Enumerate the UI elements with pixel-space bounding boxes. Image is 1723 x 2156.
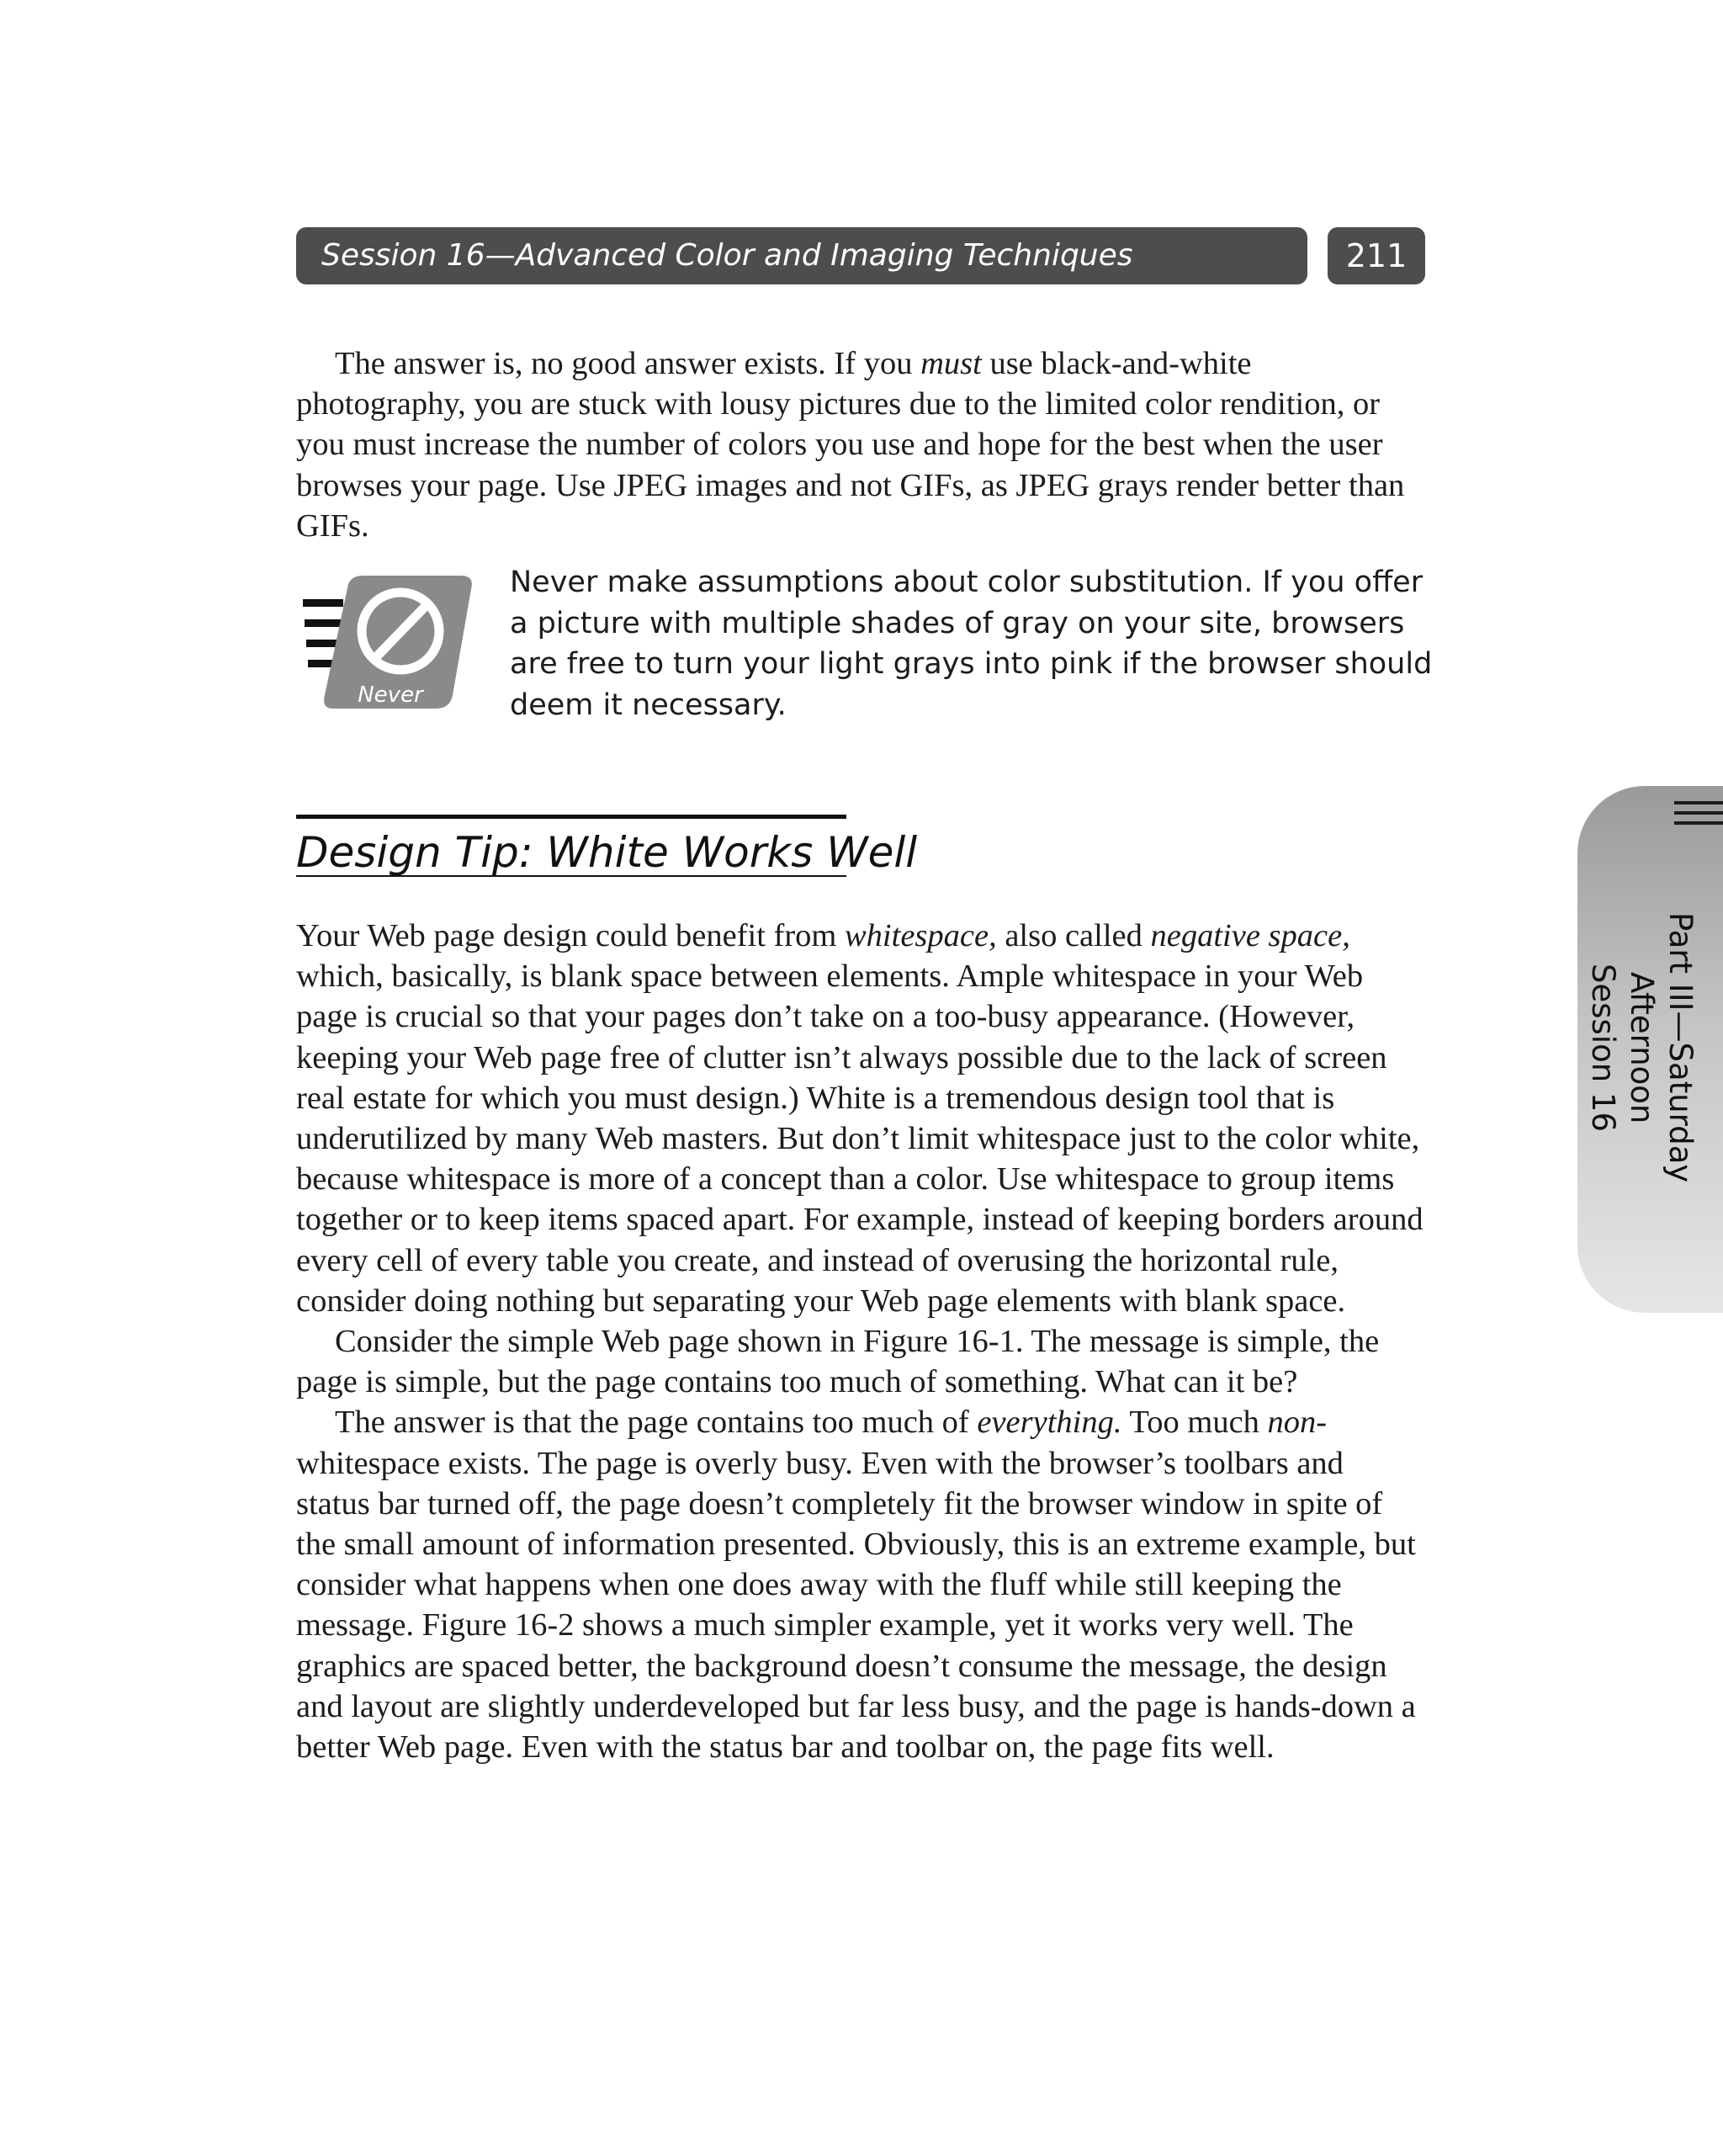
icon-label: Never	[358, 682, 423, 708]
body-p3-emphasis-1: everything.	[977, 1405, 1122, 1441]
never-note-text: Never make assumptions about color substitution. If you offer a picture with multiple shades of gray on your site, browsers are free to turn your light grays into pink if the browser should deem it necessary.	[510, 566, 1433, 722]
tab-line	[1674, 801, 1723, 805]
tab-line	[1674, 821, 1723, 825]
body-p1-emphasis-1: whitespace,	[845, 918, 997, 953]
speed-line	[305, 619, 342, 627]
body-p3-text-3: whitespace exists. The page is overly busy. Even with the browser’s toolbars and status bar turned off, the page doesn’t completely fit the browser window in spite of the small amount of information presented. Obviously, this is an extreme example, but consider what happens when one does away with the fluff while still keeping the message. Figure 16-2 shows a much simpler example, yet it works very well. The graphics are spaced better, the background doesn’t consume the message, the design and layout are slightly underdeveloped but far less busy, and the page is hands-down a better Web page. Even with the status bar and toolbar on, the page fits well.	[296, 1445, 1416, 1766]
body-p3-text-2: Too much	[1121, 1405, 1268, 1441]
intro-emphasis: must	[920, 346, 982, 381]
body-p1-text-3: which, basically, is blank space between elements. Ample whitespace in your Web page is crucial so that your pages don’t take on a too-busy appearance. (However, keeping your Web page free of clutter isn’t always possible due to the lack of screen real estate for which you must design.) White is a tremendous design tool that is underutilized by many Web masters. But don’t limit whitespace just to the color white, because whitespace is more of a concept than a color. Use whitespace to group items together or to keep items spaced apart. For example, instead of keeping borders around every cell of every table you create, and instead of overusing the horizontal rule, consider doing nothing but separating your Web page elements with blank space.	[296, 959, 1423, 1319]
body-paragraph-3	[296, 1402, 1425, 1767]
side-tab-label	[1583, 842, 1699, 1254]
speed-line	[306, 640, 340, 647]
body-paragraph-2: Consider the simple Web page shown in Figure 16-1. The message is simple, the page is simple, but the page contains too much of something. What can it be?	[296, 1324, 1380, 1400]
intro-paragraph	[296, 343, 1425, 546]
intro-text-2: use black-and-white photography, you are stuck with lousy pictures due to the limited color rendition, or you must increase the number of colors you use and hope for the best when the user browses your page. Use JPEG images and not GIFs, as JPEG grays render better than GIFs.	[296, 346, 1405, 544]
tab-lines	[1674, 801, 1723, 831]
body-paragraph-1	[296, 916, 1425, 1321]
body-text	[296, 916, 1425, 1767]
section-heading: Design Tip: White Works Well	[296, 815, 846, 877]
never-icon	[296, 569, 481, 720]
intro-text-1: The answer is, no good answer exists. If you	[335, 346, 921, 381]
tab-line	[1674, 811, 1723, 815]
body-p1-text-2: also called	[996, 918, 1151, 953]
side-tab-part: Part III—Saturday Afternoon	[1624, 912, 1699, 1183]
running-header: Session 16—Advanced Color and Imaging Techniques	[296, 227, 1307, 284]
body-p3-text-1: The answer is that the page contains too much of	[335, 1405, 978, 1441]
body-p1-emphasis-2: negative space,	[1150, 918, 1350, 953]
page-number: 211	[1328, 227, 1425, 284]
body-p1-text-1: Your Web page design could benefit from	[296, 918, 845, 953]
side-tab-session: Session 16	[1585, 963, 1621, 1132]
speed-line	[303, 599, 343, 607]
body-p3-emphasis-2: non-	[1267, 1405, 1328, 1441]
